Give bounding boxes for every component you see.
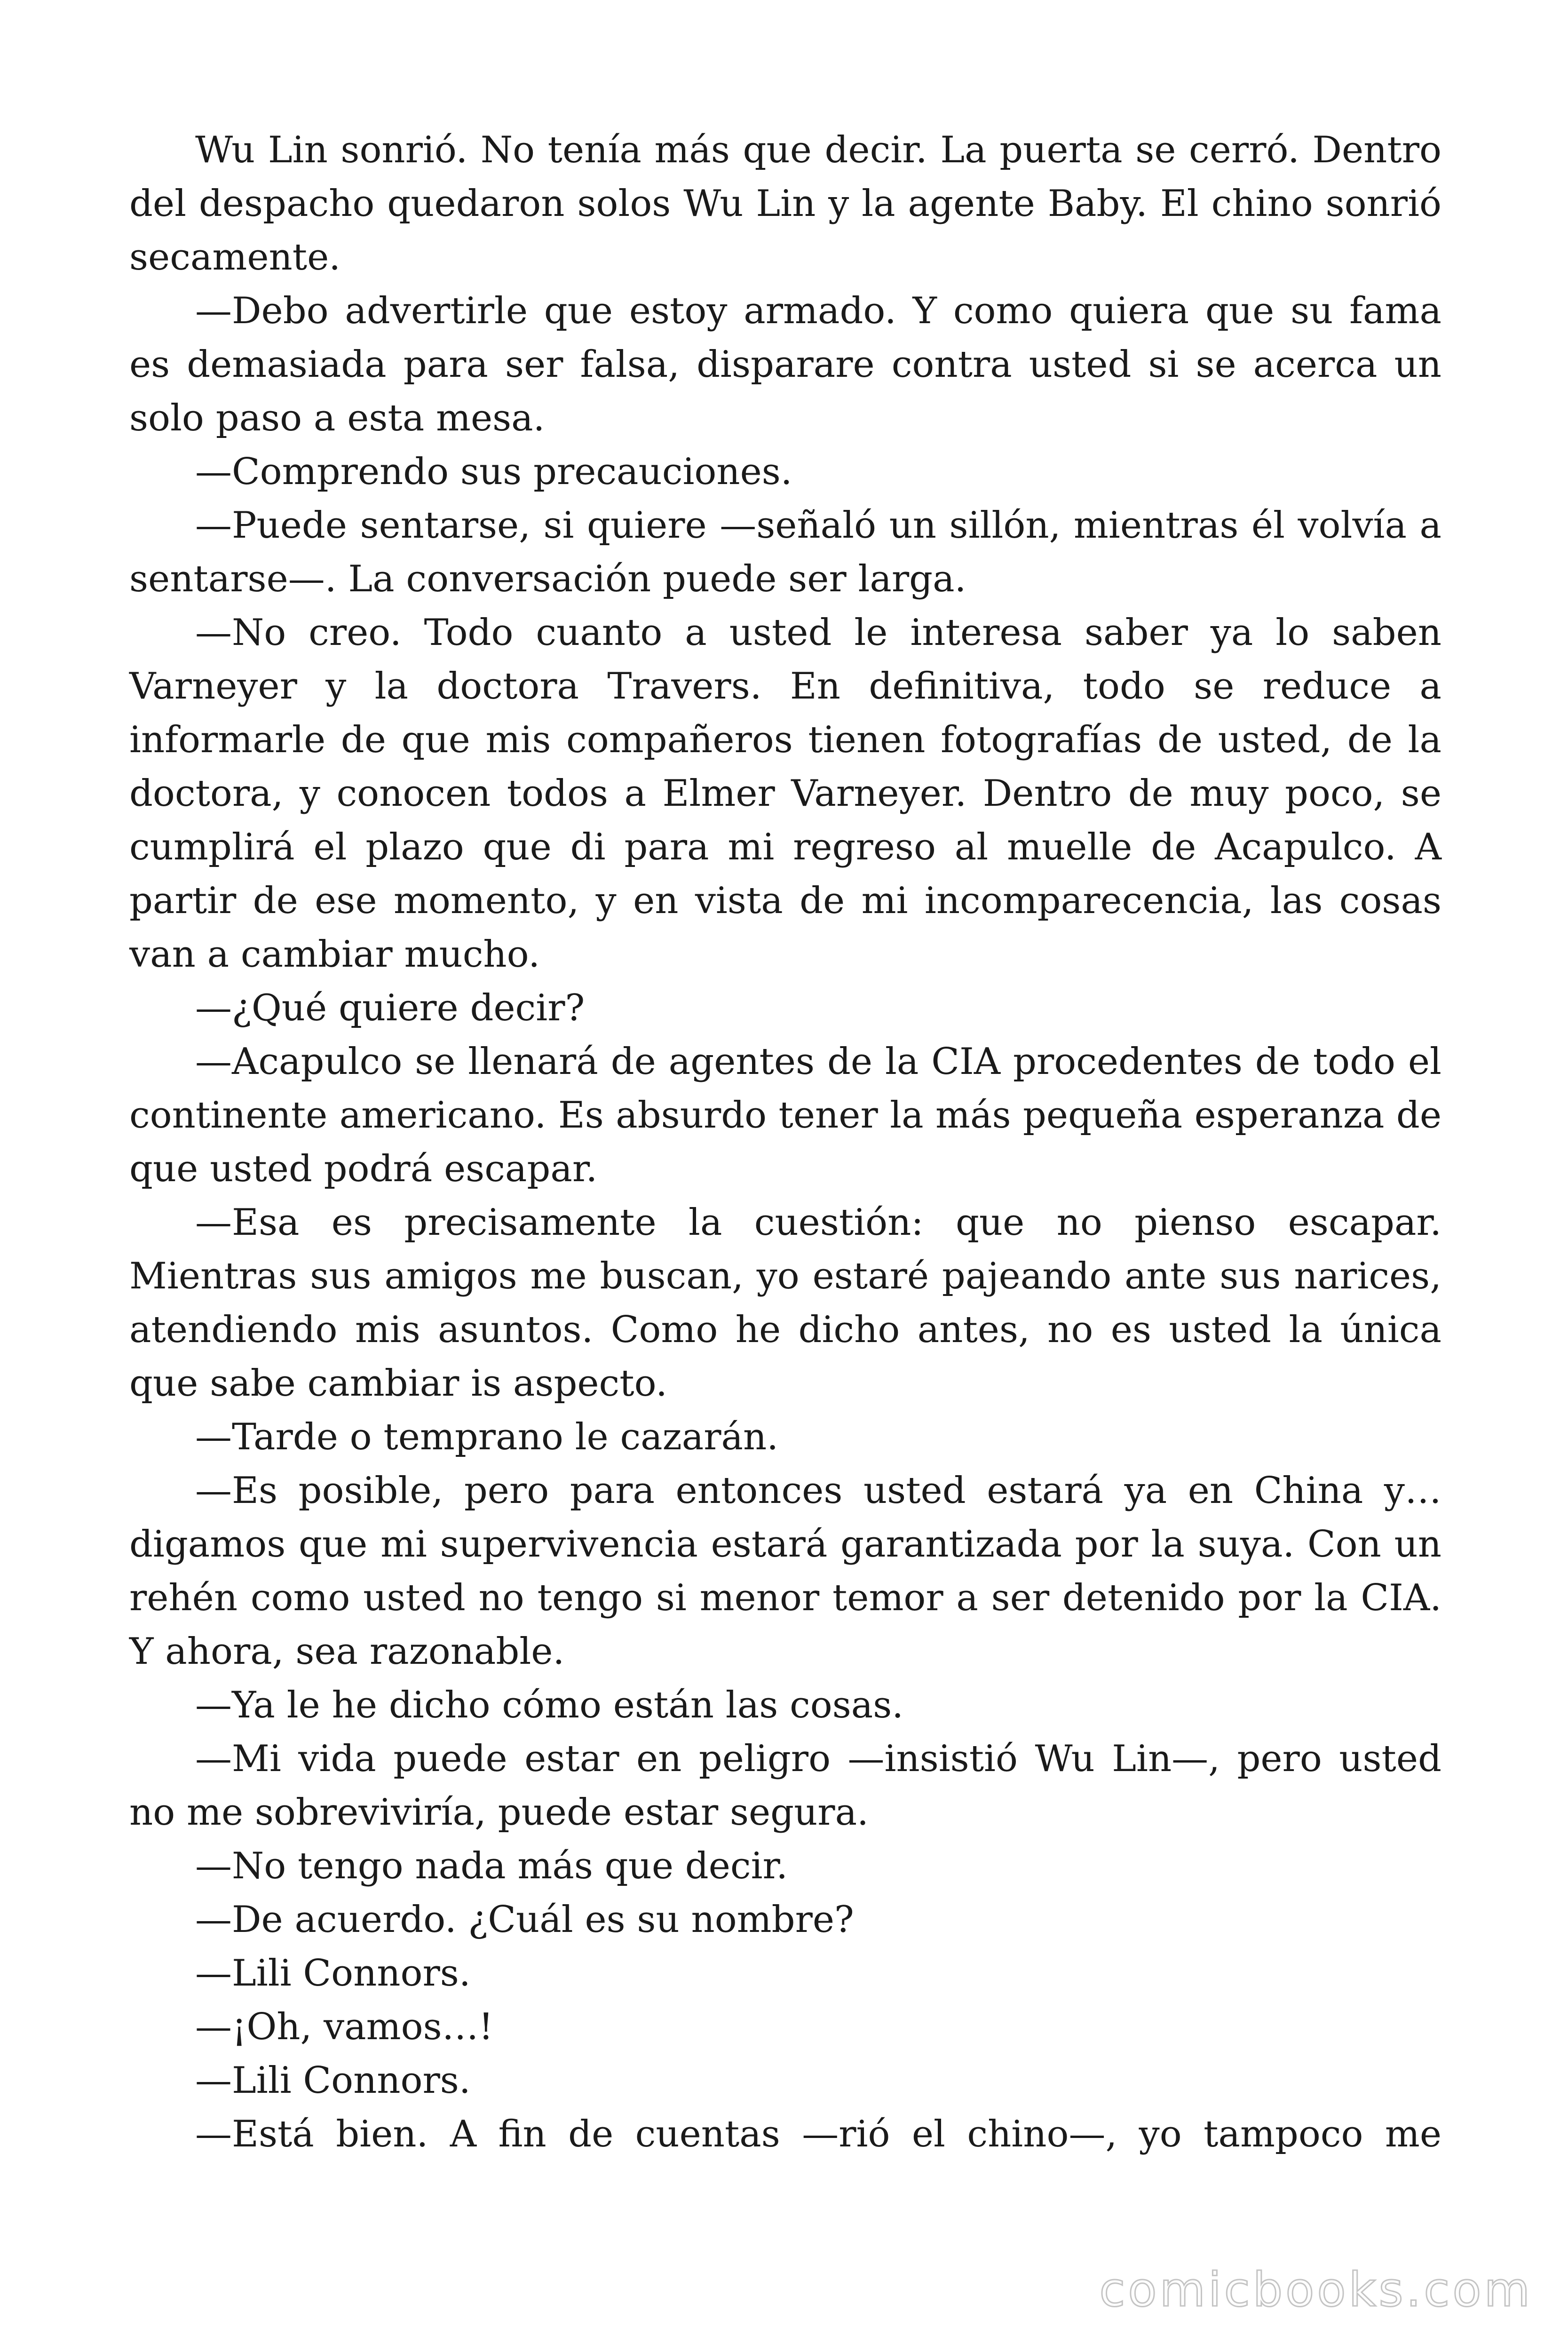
paragraph-3: —Comprendo sus precauciones. [195,451,792,493]
paragraph-8: —Esa es precisamente la cuestión: que no pienso escapar. Mientras sus amigos me buscan, yo estaré pajeando ante sus narices, atendiendo mis asuntos. Como he dicho antes, no es usted la única que sabe cambiar is aspecto. [129,1201,1441,1405]
paragraph-2: —Debo advertirle que estoy armado. Y como quiera que su fama es demasiada para ser falsa, disparare contra usted si se acerca un solo paso a esta mesa. [129,290,1441,439]
watermark-text: comicbooks.com [1099,2262,1533,2317]
paragraph-9: —Tarde o temprano le cazarán. [195,1416,779,1458]
paragraph-13: —No tengo nada más que decir. [195,1845,788,1887]
paragraph-12: —Mi vida puede estar en peligro —insistió Wu Lin—, pero usted no me sobreviviría, puede estar segura. [129,1738,1441,1834]
paragraph-1: Wu Lin sonrió. No tenía más que decir. La puerta se cerró. Dentro del despacho quedaron solos Wu Lin y la agente Baby. El chino sonrió secamente. [129,129,1441,278]
paragraph-5: —No creo. Todo cuanto a usted le interesa saber ya lo saben Varneyer y la doctora Travers. En definitiva, todo se reduce a informarle de que mis compañeros tienen fotografías de usted, de la doctora, y conocen todos a Elmer Varneyer. Dentro de muy poco, se cumplirá el plazo que di para mi regreso al muelle de Acapulco. A partir de ese momento, y en vista de mi incomparecencia, las cosas van a cambiar mucho. [129,612,1441,976]
body-text [129,123,1441,2161]
paragraph-15: —Lili Connors. [195,1952,471,1994]
paragraph-18: —Está bien. A fin de cuentas —rió el chino—, yo tampoco me [195,2113,1441,2155]
paragraph-10: —Es posible, pero para entonces usted estará ya en China y… digamos que mi supervivencia estará garantizada por la suya. Con un rehén como usted no tengo si menor temor a ser detenido por la CIA. Y ahora, sea razonable. [129,1470,1441,1673]
paragraph-11: —Ya le he dicho cómo están las cosas. [195,1684,904,1726]
paragraph-14: —De acuerdo. ¿Cuál es su nombre? [195,1899,854,1941]
paragraph-17: —Lili Connors. [195,2059,471,2102]
paragraph-7: —Acapulco se llenará de agentes de la CIA procedentes de todo el continente americano. Es absurdo tener la más pequeña esperanza de que usted podrá escapar. [129,1041,1441,1190]
paragraph-16: —¡Oh, vamos…! [195,2006,493,2048]
paragraph-4: —Puede sentarse, si quiere —señaló un sillón, mientras él volvía a sentarse—. La conversación puede ser larga. [129,504,1441,600]
paragraph-6: —¿Qué quiere decir? [195,987,585,1029]
